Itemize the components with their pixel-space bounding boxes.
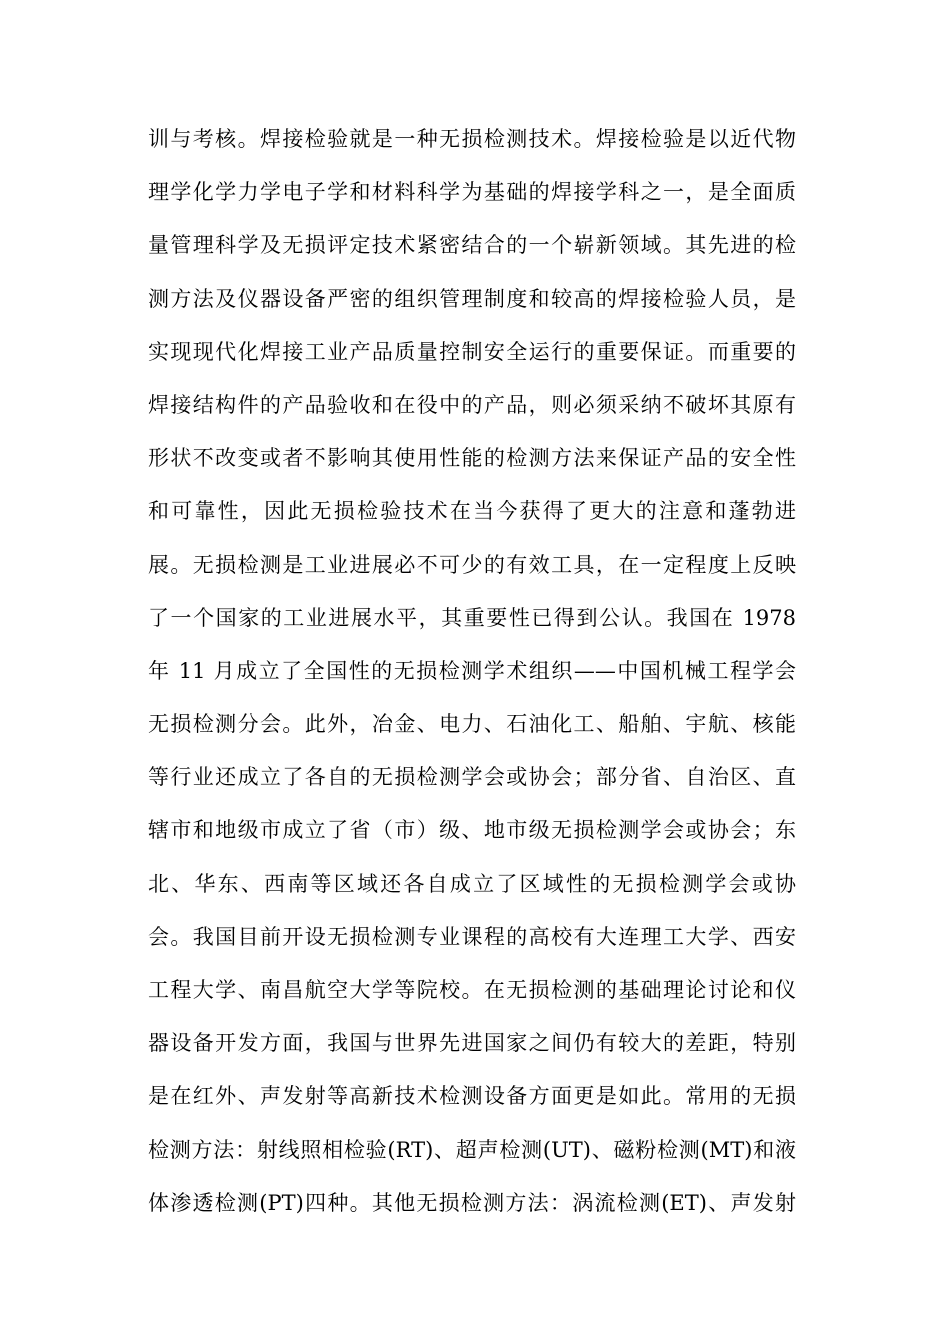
- text-line-14: 辖市和地级市成立了省（市）级、地市级无损检测学会或协会；东: [148, 818, 796, 843]
- text-line-2: 理学化学力学电子学和材料科学为基础的焊接学科之一，是全面质: [148, 180, 796, 205]
- text-line-12: 无损检测分会。此外，冶金、电力、石油化工、船舶、宇航、核能: [148, 712, 796, 737]
- text-line-18: 器设备开发方面，我国与世界先进国家之间仍有较大的差距，特别: [148, 1031, 796, 1056]
- text-line-16: 会。我国目前开设无损检测专业课程的高校有大连理工大学、西安: [148, 924, 796, 949]
- text-line-3: 量管理科学及无损评定技术紧密结合的一个崭新领域。其先进的检: [148, 233, 796, 258]
- text-line-1: 训与考核。焊接检验就是一种无损检测技术。焊接检验是以近代物: [148, 127, 796, 151]
- body-paragraph: [148, 113, 808, 1230]
- text-line-7: 形状不改变或者不影响其使用性能的检测方法来保证产品的安全性: [148, 446, 796, 471]
- text-line-8: 和可靠性，因此无损检验技术在当今获得了更大的注意和蓬勃进: [148, 499, 796, 524]
- text-line-4: 测方法及仪器设备严密的组织管理制度和较高的焊接检验人员，是: [148, 286, 796, 311]
- text-line-19: 是在红外、声发射等高新技术检测设备方面更是如此。常用的无损: [148, 1084, 796, 1109]
- text-line-5: 实现现代化焊接工业产品质量控制安全运行的重要保证。而重要的: [148, 339, 796, 364]
- text-line-17: 工程大学、南昌航空大学等院校。在无损检测的基础理论讨论和仪: [148, 978, 796, 1002]
- text-line-11: 年 11 月成立了全国性的无损检测学术组织——中国机械工程学会: [148, 658, 796, 683]
- text-line-10: 了一个国家的工业进展水平，其重要性已得到公认。我国在 1978: [148, 605, 796, 630]
- text-line-15: 北、华东、西南等区域还各自成立了区域性的无损检测学会或协: [148, 871, 796, 896]
- text-line-6: 焊接结构件的产品验收和在役中的产品，则必须采纳不破坏其原有: [148, 392, 796, 417]
- text-line-20: 检测方法：射线照相检验(RT)、超声检测(UT)、磁粉检测(MT)和液: [148, 1137, 796, 1162]
- text-line-13: 等行业还成立了各自的无损检测学会或协会；部分省、自治区、直: [148, 765, 796, 790]
- text-line-9: 展。无损检测是工业进展必不可少的有效工具，在一定程度上反映: [148, 552, 796, 577]
- text-line-21: 体渗透检测(PT)四种。其他无损检测方法：涡流检测(ET)、声发射: [148, 1190, 796, 1215]
